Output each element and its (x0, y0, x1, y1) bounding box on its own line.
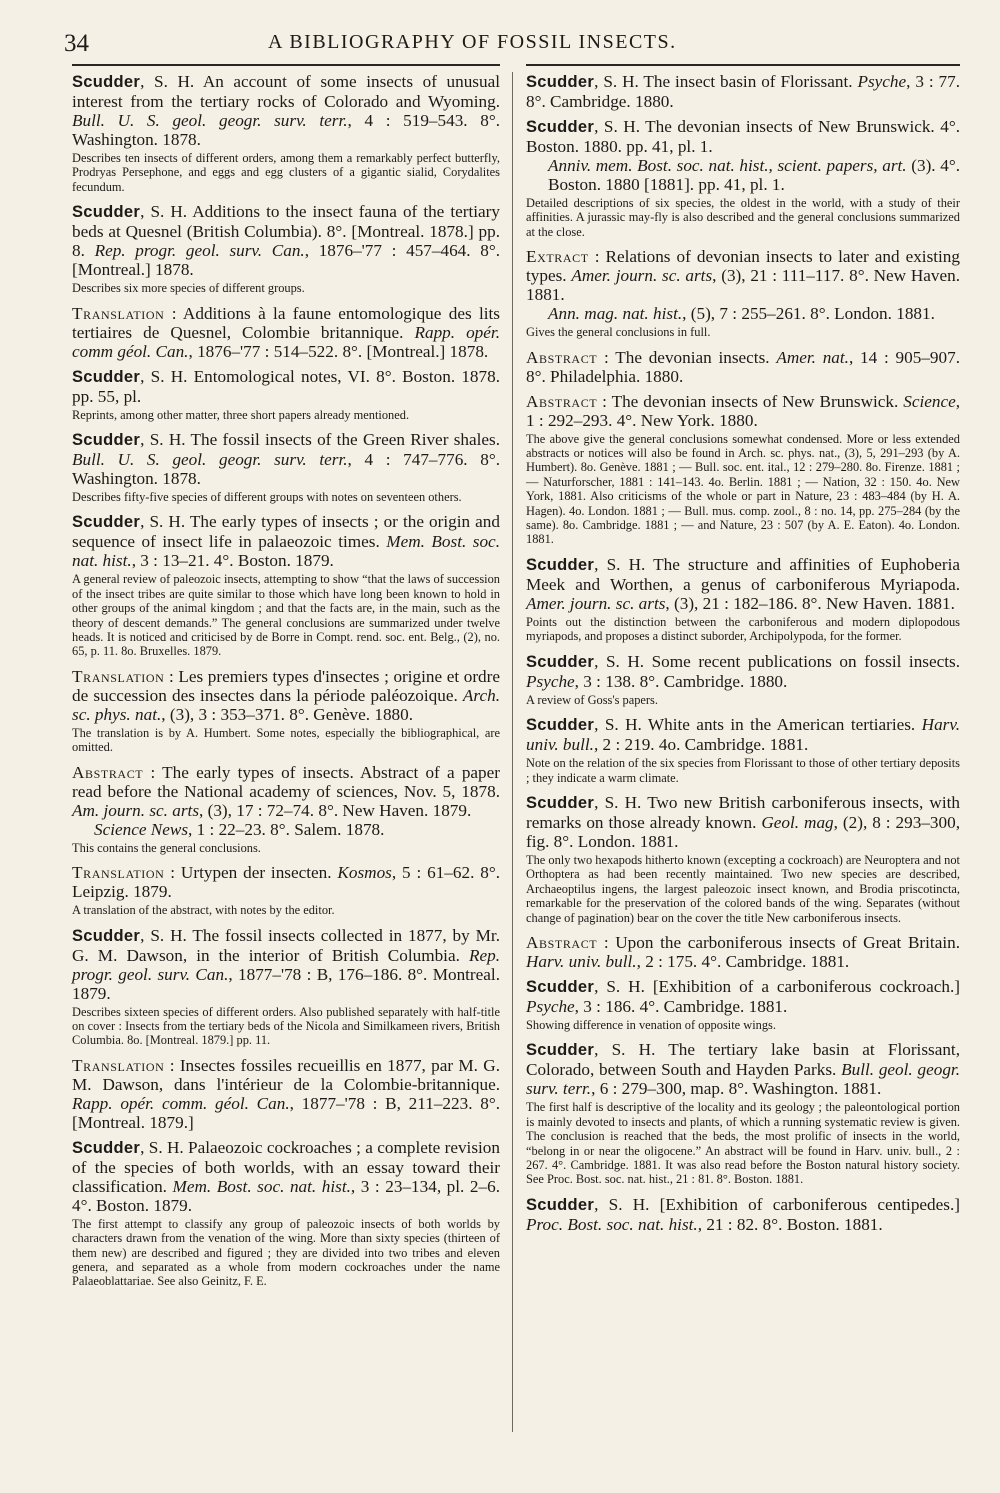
entry-author: Scudder (72, 431, 141, 450)
entry-label: Translation (72, 666, 165, 686)
entry-author: Scudder (526, 793, 595, 812)
entry-reference: , 3 : 186. 4°. Cambridge. 1881. (574, 996, 788, 1016)
entry-reprint (548, 304, 960, 323)
bibliography-entry (72, 763, 500, 855)
bibliography-entry (526, 117, 960, 239)
entry-journal: Geol. mag (761, 812, 834, 832)
bibliography-entry (526, 933, 960, 971)
entry-annotation: Gives the general conclusions in full. (526, 325, 711, 340)
bibliography-entry (526, 348, 960, 386)
bibliography-entry (72, 926, 500, 1048)
entry-title: : Les premiers types d'insectes ; origine et ordre de succession des insectes dans la période paléozoique. (72, 666, 500, 705)
entry-title: , S. H. Entomological notes, VI. 8°. Boston. 1878. pp. 55, pl. (72, 366, 500, 406)
entry-journal: Mem. Bost. soc. nat. hist. (72, 532, 500, 571)
bibliography-entry (72, 367, 500, 422)
bibliography-entry (72, 1056, 500, 1132)
bibliography-entry (72, 202, 500, 295)
entry-annotation: The only two hexapods hitherto known (excepting a cockroach) are Neuroptera and not Orthoptera as had been recently maintained. Two new species are described, Archaeoptilus ingens, the largest paleozoic insect known, and Brodia priscotincta, remarkable for the preservation of the colored bands of the wing. Separates (without change of pagination) bear on the cover the title New carboniferous insects. (526, 852, 960, 925)
entry-citation (72, 863, 500, 901)
entry-annotation: The first half is descriptive of the locality and its geology ; the paleontological portion is mainly devoted to insects and plants, of which a running systematic review is given. The conclusion is reached that the beds, the most prolific of insects in the world, “belong in or near the oligocene.” An abstract will be found in Harv. univ. bull., 2 : 267. 4°. Cambridge. 1881. It was also read before the Boston natural history society. See Proc. Bost. soc. nat. hist., 21 : 81. 8°. Boston. 1881. (526, 1100, 960, 1187)
entry-journal: Harv. univ. bull. (526, 715, 960, 755)
entry-annotation: Describes ten insects of different orders, among them a remarkably perfect butterfly, Prodryas Persephone, and eggs and egg clusters of a gigantic sialid, Corydalites fecundum. (72, 151, 500, 194)
entry-title: : Urtypen der insecten. (164, 863, 338, 883)
entry-reference: , (3), 17 : 72–74. 8°. New Haven. 1879. (199, 800, 472, 820)
entry-title: , S. H. Some recent publications on fossil insects. (594, 651, 960, 671)
entry-citation (526, 793, 960, 851)
entry-title: , S. H. [Exhibition of a carboniferous cockroach.] (594, 976, 960, 996)
entry-title: , S. H. The insect basin of Florissant. (594, 72, 858, 91)
entry-title: , S. H. The fossil insects collected in 1877, by Mr. G. M. Dawson, in the interior of British Columbia. (72, 925, 500, 965)
entry-reference: , 1877–'78 : B, 176–186. 8°. Montreal. 1879. (72, 964, 500, 1003)
entry-label: Abstract (526, 347, 598, 367)
entry-annotation: A general review of paleozoic insects, attempting to show “that the laws of succession of the insect tribes are quite similar to those which have long been known to hold in other groups of the animal kingdom ; and that the facts are, in the main, such as the theory of descent demands.” The general conclusions are summarized under twelve heads. It is noticed and criticised by de Borre in Compt. rend. soc. ent. Belg., (2), no. 65, p. 11. 8o. Bruxelles. 1879. (72, 572, 500, 659)
entry-author: Scudder (526, 73, 595, 91)
entry-reprint (548, 156, 960, 194)
entry-author: Scudder (526, 716, 595, 735)
left-column (72, 72, 500, 1297)
entry-reference: , 5 : 61–62. 8°. Leipzig. 1879. (72, 863, 500, 902)
bibliography-entry (72, 1138, 500, 1289)
entry-reference: , 1876–'77 : 514–522. 8°. [Montreal.] 1878. (188, 341, 489, 361)
entry-citation (526, 247, 960, 304)
entry-label: Extract (526, 247, 589, 267)
entry-title: , S. H. The devonian insects of New Brunswick. 4°. Boston. 1880. pp. 41, pl. 1. (526, 117, 960, 156)
entry-journal: Amer. journ. sc. arts (526, 593, 666, 613)
bibliography-entry (72, 667, 500, 755)
entry-title: , S. H. The structure and affinities of Euphoberia Meek and Worthen, a genus of carboniferous Myriapoda. (526, 554, 960, 594)
entry-title: , S. H. [Exhibition of carboniferous centipedes.] (594, 1194, 960, 1214)
entry-title: : Insectes fossiles recueillis en 1877, par M. G. M. Dawson, dans l'intérieur de la Colombie-britannique. (72, 1055, 500, 1094)
entry-journal: Bull. U. S. geol. geogr. surv. terr. (72, 111, 348, 130)
entry-title: : The early types of insects. Abstract of a paper read before the National academy of sciences, Nov. 5, 1878. (72, 762, 500, 801)
page-number: 34 (64, 30, 89, 57)
entry-reference: , 1877–'78 : B, 211–223. 8°. [Montreal. 1879.] (72, 1093, 500, 1132)
entry-journal: Psyche (526, 996, 575, 1016)
entry-reference: , 1 : 292–293. 4°. New York. 1880. (526, 391, 960, 430)
entry-title: , S. H. The early types of insects ; or the origin and sequence of insect life in palaeozoic times. (72, 512, 500, 552)
bibliography-entry (526, 72, 960, 111)
bibliography-entry (526, 392, 960, 547)
entry-reference: , 3 : 138. 8°. Cambridge. 1880. (574, 671, 788, 691)
entry-journal: Bull. U. S. geol. geogr. surv. terr. (72, 450, 348, 470)
entry-author: Scudder (526, 118, 595, 136)
entry-label: Translation (72, 1055, 165, 1075)
entry-title: : Additions à la faune entomologique des lits tertiaires de Quesnel, Colombie britannique. (72, 303, 500, 342)
entry-citation (526, 1040, 960, 1098)
entry-reference: , 4 : 747–776. 8°. Washington. 1878. (72, 450, 500, 489)
entry-journal: Amer. nat. (776, 347, 849, 367)
bibliography-entry (526, 1195, 960, 1234)
entry-annotation: The translation is by A. Humbert. Some notes, especially the bibliographical, are omitted. (72, 725, 500, 755)
entry-author: Scudder (72, 73, 141, 91)
column-divider (512, 72, 513, 1432)
entry-annotation: A review of Goss's papers. (526, 692, 658, 707)
entry-reference: , 3 : 77. 8°. Cambridge. 1880. (526, 72, 960, 111)
entry-label: Abstract (526, 932, 598, 952)
header-rule-left (72, 64, 500, 66)
entry-title: , S. H. Two new British carboniferous insects, with remarks on those already known. (526, 792, 960, 832)
entry-annotation: Describes six more species of different groups. (72, 281, 305, 296)
entry-author: Scudder (526, 652, 595, 671)
entry-reprint-journal: Science News (94, 819, 189, 839)
entry-journal: Kosmos (337, 863, 392, 883)
entry-author: Scudder (526, 555, 595, 574)
bibliography-entry (72, 512, 500, 658)
entry-annotation: A translation of the abstract, with notes by the editor. (72, 903, 335, 918)
entry-citation (72, 667, 500, 724)
entry-annotation: Detailed descriptions of six species, the oldest in the world, with a study of their affinities. A jurassic may-fly is also described and the general conclusions summarized at the close. (526, 196, 960, 239)
bibliography-entry (526, 715, 960, 785)
entry-citation (72, 367, 500, 406)
entry-citation (526, 555, 960, 613)
bibliography-entry (526, 247, 960, 339)
entry-author: Scudder (526, 1195, 595, 1214)
bibliography-entry (72, 863, 500, 917)
entry-citation (72, 512, 500, 570)
entry-citation (72, 763, 500, 820)
entry-journal: Am. journ. sc. arts (72, 800, 200, 820)
entry-citation (526, 72, 960, 111)
entry-journal: Rep. progr. geol. surv. Can. (72, 945, 500, 984)
right-column (526, 72, 960, 1240)
entry-title: , S. H. White ants in the American tertiaries. (594, 715, 922, 735)
entry-journal: Proc. Bost. soc. nat. hist. (526, 1214, 698, 1234)
entry-journal: Psyche (526, 671, 575, 691)
bibliography-entry (72, 304, 500, 361)
entry-journal: Rapp. opér. comm. géol. Can. (72, 1093, 290, 1113)
entry-label: Abstract (526, 391, 598, 411)
entry-title: , S. H. An account of some insects of unusual interest from the tertiary rocks of Colorado and Wyoming. (72, 72, 500, 111)
entry-label: Translation (72, 863, 165, 883)
entry-annotation: Showing difference in venation of opposite wings. (526, 1017, 776, 1032)
bibliography-entry (72, 430, 500, 504)
entry-title: : Relations of devonian insects to later and existing types. (526, 247, 960, 286)
entry-journal: Mem. Bost. soc. nat. hist. (172, 1176, 351, 1196)
entry-citation (72, 202, 500, 279)
entry-citation (72, 72, 500, 149)
entry-citation (526, 715, 960, 754)
entry-journal: Rep. progr. geol. surv. Can. (94, 241, 305, 261)
entry-reference: , 14 : 905–907. 8°. Philadelphia. 1880. (526, 347, 960, 386)
entry-reference: , (2), 8 : 293–300, fig. 8°. London. 1881. (526, 812, 960, 851)
entry-citation (526, 348, 960, 386)
entry-author: Scudder (72, 513, 141, 532)
entry-reference: , 1876–'77 : 457–464. 8°. [Montreal.] 1878. (72, 241, 501, 280)
entry-citation (526, 392, 960, 430)
entry-journal: Science (903, 391, 956, 411)
entry-reprint-journal: Anniv. mem. Bost. soc. nat. hist., scient. papers, art. (548, 156, 907, 175)
entry-journal: Amer. journ. sc. arts (571, 266, 713, 286)
entry-journal: Psyche (857, 72, 907, 91)
entry-reference: , 2 : 175. 4°. Cambridge. 1881. (636, 951, 850, 971)
entry-title: , S. H. The tertiary lake basin at Florissant, Colorado, between South and Hayden Parks. (526, 1040, 960, 1080)
entry-citation (526, 933, 960, 971)
entry-reprint-journal: Ann. mag. nat. hist. (548, 304, 683, 324)
entry-citation (72, 1056, 500, 1132)
entry-reference: , 4 : 519–543. 8°. Washington. 1878. (72, 111, 500, 149)
running-head: A BIBLIOGRAPHY OF FOSSIL INSECTS. (268, 31, 677, 53)
entry-reference: , 3 : 13–21. 4°. Boston. 1879. (131, 551, 334, 571)
entry-reference: , 21 : 82. 8°. Boston. 1881. (697, 1214, 883, 1234)
entry-reference: , 6 : 279–300, map. 8°. Washington. 1881. (591, 1079, 882, 1099)
entry-citation (72, 1138, 500, 1215)
entry-annotation: Describes fifty-five species of different groups with notes on seventeen others. (72, 490, 462, 505)
header-rule-right (526, 64, 960, 66)
entry-journal: Bull. geol. geogr. surv. terr. (526, 1060, 960, 1099)
bibliography-entry (526, 793, 960, 925)
entry-journal: Arch. sc. phys. nat. (72, 685, 500, 724)
entry-title: : The devonian insects of New Brunswick. (597, 391, 904, 411)
entry-reference: , 2 : 219. 4o. Cambridge. 1881. (593, 735, 809, 755)
entry-author: Scudder (72, 1138, 141, 1157)
entry-title: , S. H. Palaeozoic cockroaches ; a complete revision of the species of both worlds, with an essay toward their classification. (72, 1137, 500, 1196)
entry-journal: Harv. univ. bull. (526, 951, 637, 971)
entry-title: : The devonian insects. (597, 347, 777, 367)
entry-annotation: The above give the general conclusions somewhat condensed. More or less extended abstracts or notices will also be found in Arch. sc. phys. nat., (3), 5, 291–293 (by A. Humbert). 8o. Genève. 1881 ; — Bull. soc. ent. ital., 12 : 279–280. 8o. Firenze. 1881 ; — Naturforscher, 1881 : 141–143. 4o. Berlin. 1881 ; — Nation, 32 : 150. 4o. New York, 1881. Also criticisms of the whole or part in Nature, 23 : 483–484 (by H. A. Hagen). 4o. London. 1881 ; — Bull. mus. comp. zool., 8 : no. 14, pp. 275–284 (by the same). 8o. Cambridge. 1881 ; — and Nature, 23 : 507 (by A. E. Eaton). 4o. London. 1881. (526, 431, 960, 547)
entry-annotation: This contains the general conclusions. (72, 840, 261, 855)
entry-citation (526, 117, 960, 156)
entry-author: Scudder (72, 367, 141, 386)
entry-label: Abstract (72, 762, 144, 782)
entry-title: , S. H. Additions to the insect fauna of the tertiary beds at Quesnel (British Columbia). 8°. [Montreal. 1878.] pp. 8. (72, 202, 500, 261)
entry-label: Translation (72, 303, 165, 323)
entry-citation (72, 926, 500, 1003)
entry-annotation: Points out the distinction between the carboniferous and modern diplopodous myriapods, and proposes a distinct suborder, Archipolypoda, for the former. (526, 614, 960, 644)
bibliography-entry (526, 555, 960, 644)
entry-reference: , (3), 3 : 353–371. 8°. Genève. 1880. (161, 704, 414, 724)
entry-reprint-reference: , (5), 7 : 255–261. 8°. London. 1881. (682, 304, 935, 324)
entry-reprint-reference: , 1 : 22–23. 8°. Salem. 1878. (188, 819, 385, 839)
entry-author: Scudder (72, 926, 141, 945)
entry-citation (72, 430, 500, 488)
entry-author: Scudder (526, 977, 595, 996)
entry-title: : Upon the carboniferous insects of Great Britain. (597, 932, 960, 952)
entry-reference: , (3), 21 : 111–117. 8°. New Haven. 1881. (526, 266, 960, 305)
entry-citation (526, 652, 960, 691)
entry-reference: , (3), 21 : 182–186. 8°. New Haven. 1881. (665, 593, 955, 613)
bibliography-entry (526, 1040, 960, 1186)
entry-reprint (94, 820, 500, 839)
entry-journal: Rapp. opér. comm géol. Can. (72, 322, 500, 361)
entry-title: , S. H. The fossil insects of the Green River shales. (140, 430, 500, 450)
entry-citation (526, 977, 960, 1016)
entry-annotation: Reprints, among other matter, three short papers already mentioned. (72, 407, 410, 422)
entry-citation (526, 1195, 960, 1234)
entry-annotation: Describes sixteen species of different orders. Also published separately with half-title on cover : Insects from the tertiary beds of the Nicola and Similkameen rivers, British Columbia. 8o. [Montreal. 1879.] pp. 11. (72, 1004, 500, 1048)
bibliography-entry (526, 977, 960, 1032)
entry-citation (72, 304, 500, 361)
bibliography-entry (72, 72, 500, 194)
bibliography-entry (526, 652, 960, 707)
entry-annotation: Note on the relation of the six species from Florissant to those of other tertiary deposits ; they indicate a warm climate. (526, 756, 960, 785)
entry-reference: , 3 : 23–134, pl. 2–6. 4°. Boston. 1879. (72, 1176, 500, 1215)
entry-reprint-reference: (3). 4°. Boston. 1880 [1881]. pp. 41, pl. 1. (548, 156, 961, 194)
entry-author: Scudder (72, 203, 141, 222)
entry-annotation: The first attempt to classify any group of paleozoic insects of both worlds by characters drawn from the venation of the wing. More than sixty species (thirteen of them new) are described and figured ; they are divided into two tribes and eleven genera, and separated as a whole from modern cockroaches under the name Palaeoblattariae. See also Geinitz, F. E. (72, 1216, 500, 1289)
entry-author: Scudder (526, 1041, 595, 1060)
